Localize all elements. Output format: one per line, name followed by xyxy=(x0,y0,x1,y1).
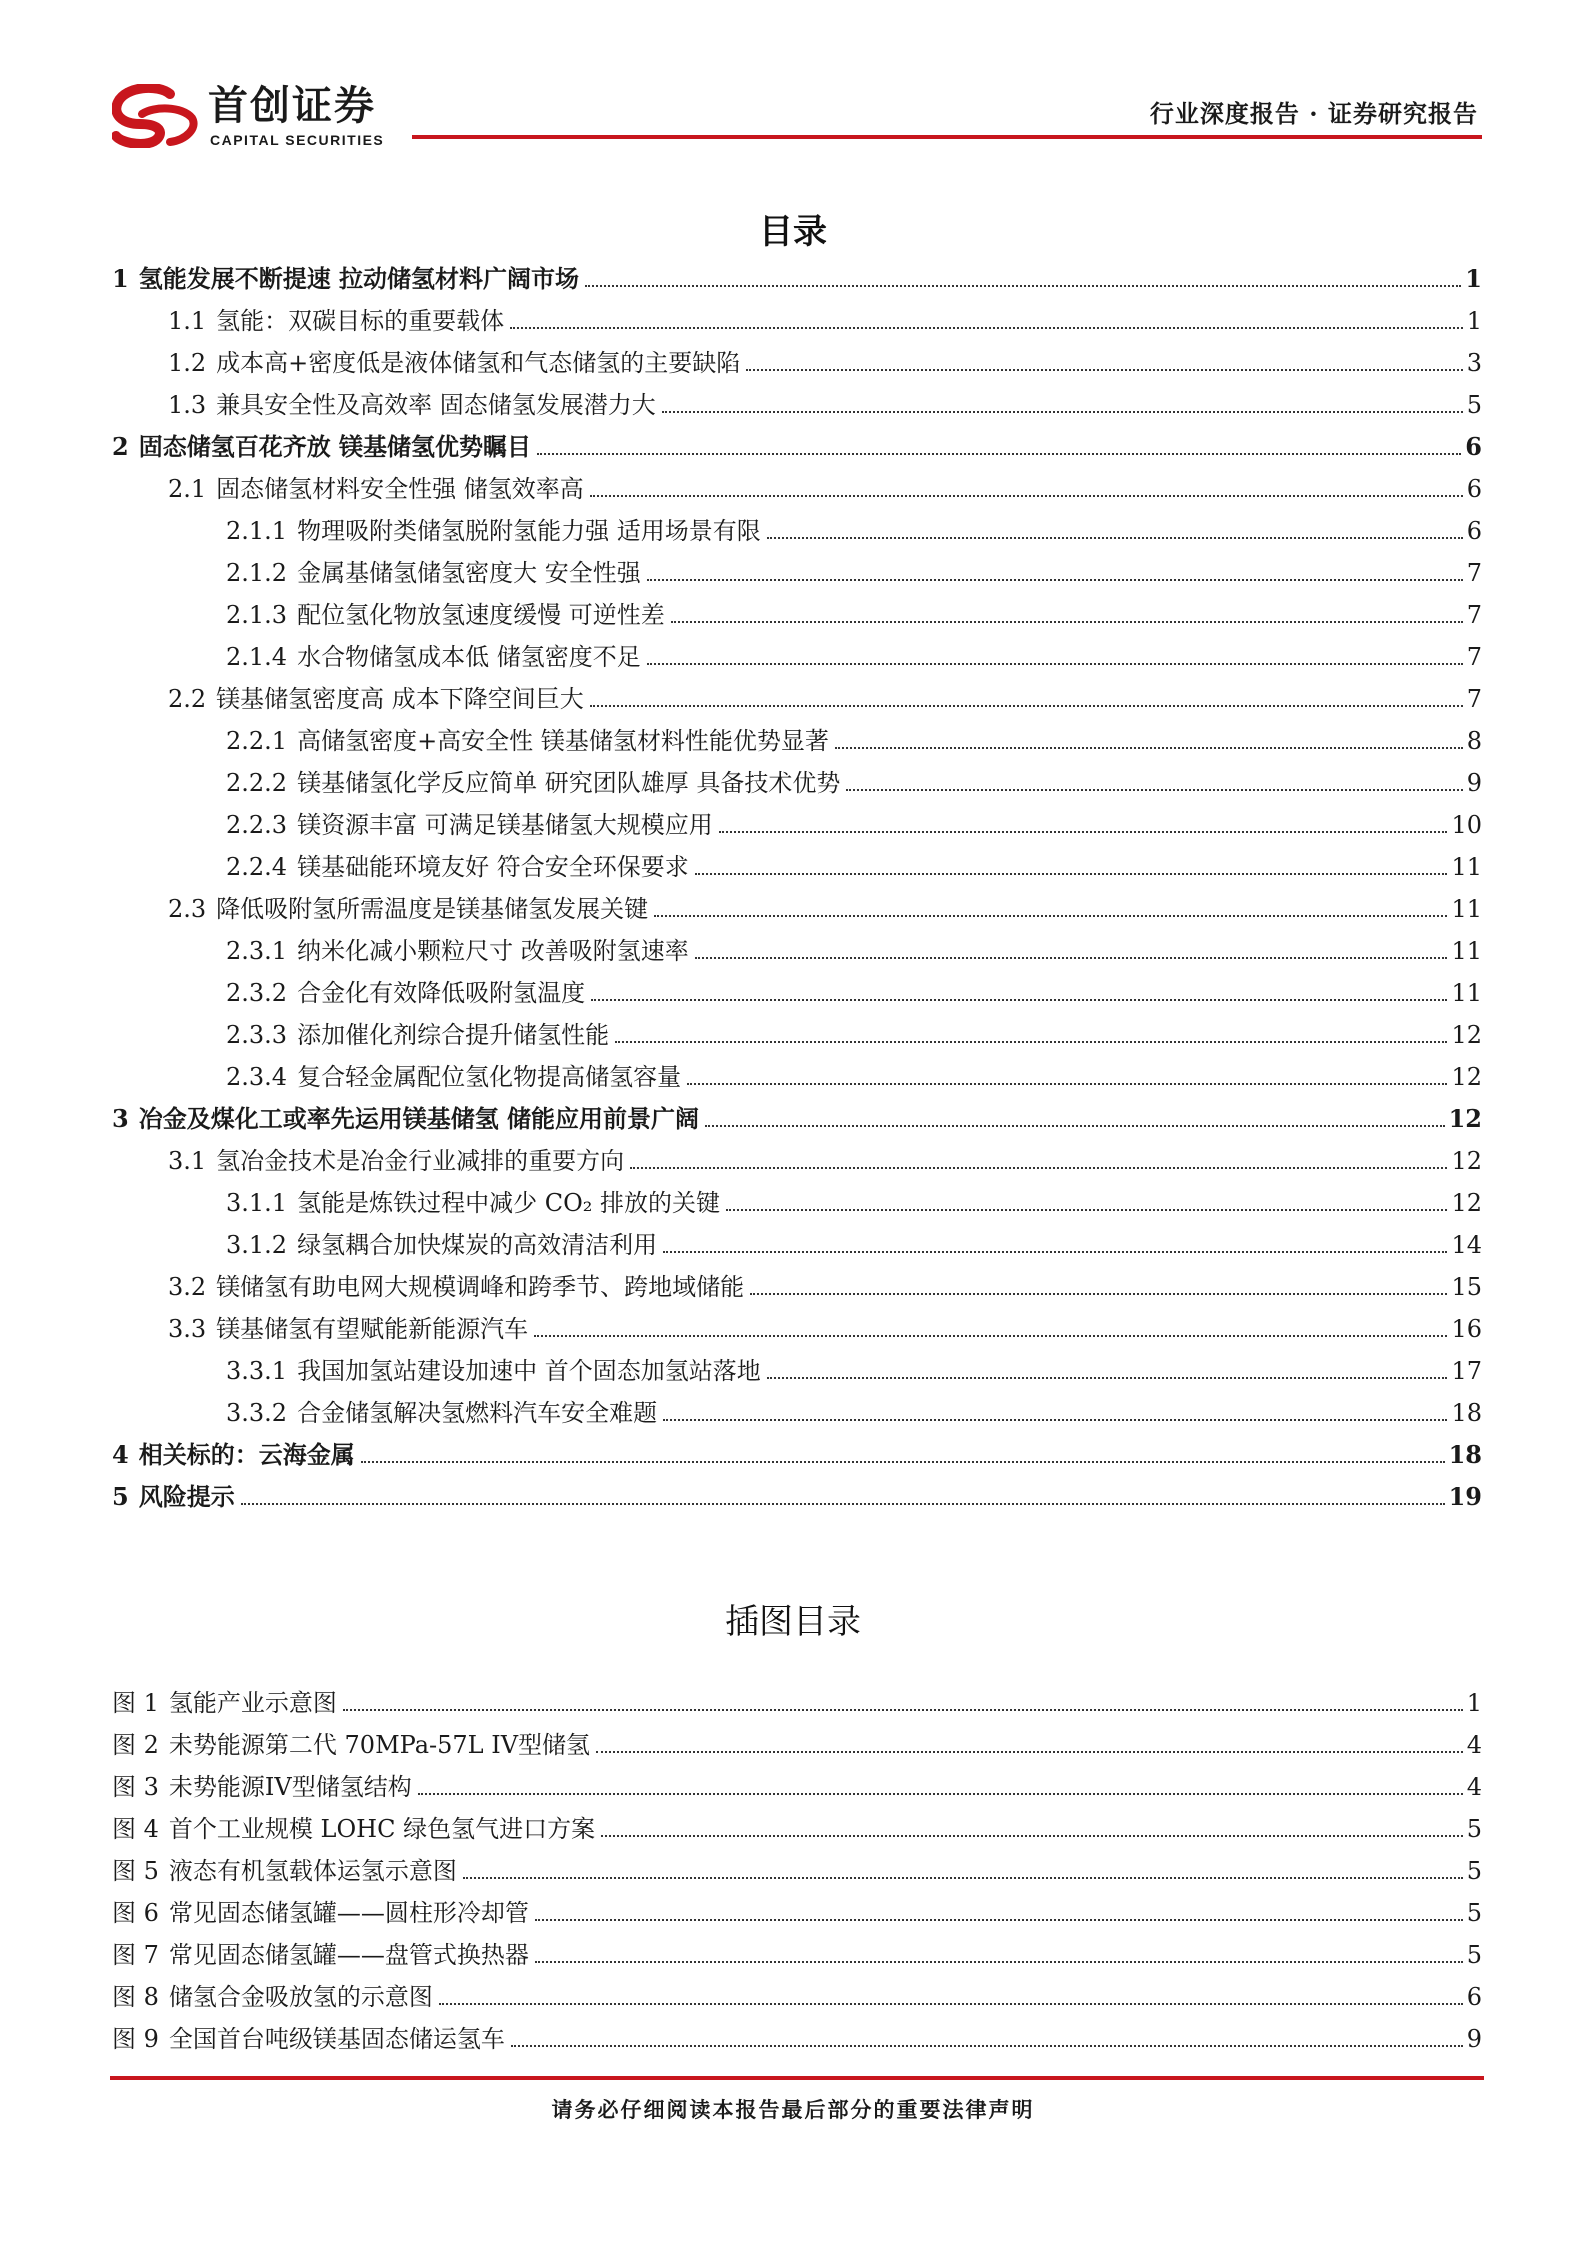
toc-entry-title xyxy=(226,810,715,840)
toc-entry-number: 2.1.4 xyxy=(226,643,288,671)
toc-entry-number: 1.3 xyxy=(168,391,207,419)
toc-entry-label: 金属基储氢储氢密度大 安全性强 xyxy=(297,559,641,587)
dot-leader xyxy=(601,1835,1463,1837)
toc-entry-page-number: 11 xyxy=(1451,937,1482,965)
dot-leader xyxy=(361,1461,1445,1463)
toc-entry-number: 3.3.2 xyxy=(226,1399,288,1427)
toc-entry-number: 2.3.4 xyxy=(226,1063,288,1091)
dot-leader xyxy=(687,1083,1447,1085)
footer-divider xyxy=(110,2076,1484,2080)
page-header xyxy=(112,80,1482,150)
toc-entry-label: 配位氢化物放氢速度缓慢 可逆性差 xyxy=(297,601,665,629)
toc-entry-label: 氢能发展不断提速 拉动储氢材料广阔市场 xyxy=(138,265,580,293)
toc-entry-page-number: 19 xyxy=(1448,1482,1482,1511)
toc-entry-number: 2.2 xyxy=(168,685,207,713)
figure-entry-page-number: 1 xyxy=(1466,1689,1482,1717)
dot-leader xyxy=(534,1335,1447,1337)
toc-entry-page-number: 12 xyxy=(1451,1189,1482,1217)
dot-leader xyxy=(591,999,1447,1001)
toc-entry-number: 3.3.1 xyxy=(226,1357,288,1385)
toc-entry-label: 降低吸附氢所需温度是镁基储氢发展关键 xyxy=(216,895,649,923)
figure-entry-page-number: 9 xyxy=(1466,2025,1482,2053)
toc-entry-number: 1.2 xyxy=(168,349,207,377)
dot-leader xyxy=(596,1751,1463,1753)
toc-entry-page-number: 7 xyxy=(1466,601,1482,629)
dot-leader xyxy=(439,2003,1463,2005)
toc-entry-label: 镁基储氢化学反应简单 研究团队雄厚 具备技术优势 xyxy=(297,769,841,797)
toc-entry-title xyxy=(226,726,831,756)
toc-entry-title xyxy=(168,348,742,378)
toc-entry-number: 2.3.2 xyxy=(226,979,288,1007)
dot-leader xyxy=(835,747,1463,749)
toc-entry[interactable] xyxy=(112,1092,1482,1134)
figure-entry[interactable] xyxy=(112,1928,1482,1970)
toc-entry-title xyxy=(226,558,643,588)
dot-leader xyxy=(590,495,1463,497)
toc-entry-label: 氢能：双碳目标的重要载体 xyxy=(216,307,505,335)
figure-entry-number: 图 6 xyxy=(112,1899,159,1927)
toc-entry-label: 高储氢密度+高安全性 镁基储氢材料性能优势显著 xyxy=(297,727,829,755)
toc-entry[interactable] xyxy=(112,504,1482,546)
toc-entry[interactable] xyxy=(112,1176,1482,1218)
toc-entry-page-number: 18 xyxy=(1448,1440,1482,1469)
dot-leader xyxy=(663,1251,1447,1253)
dot-leader xyxy=(719,831,1448,833)
toc-entry-title xyxy=(168,1314,530,1344)
toc-entry-page-number: 18 xyxy=(1451,1399,1482,1427)
toc-entry-number: 2.1.2 xyxy=(226,559,288,587)
toc-entry[interactable] xyxy=(112,882,1482,924)
figure-entry[interactable] xyxy=(112,1676,1482,1718)
dot-leader xyxy=(726,1209,1447,1211)
dot-leader xyxy=(535,1919,1463,1921)
toc-entry-page-number: 16 xyxy=(1451,1315,1482,1343)
toc-entry[interactable] xyxy=(112,1344,1482,1386)
dot-leader xyxy=(746,369,1462,371)
toc-entry-label: 固态储氢材料安全性强 储氢效率高 xyxy=(216,475,584,503)
toc-entry-title xyxy=(226,1398,659,1428)
figure-entry[interactable] xyxy=(112,1718,1482,1760)
toc-entry-title xyxy=(168,684,586,714)
toc-entry-page-number: 6 xyxy=(1465,432,1482,461)
toc-entry-page-number: 11 xyxy=(1451,979,1482,1007)
toc-entry[interactable] xyxy=(112,1008,1482,1050)
toc-entry-page-number: 12 xyxy=(1451,1147,1482,1175)
toc-entry[interactable] xyxy=(112,546,1482,588)
figure-entry[interactable] xyxy=(112,1760,1482,1802)
figure-entry-label: 未势能源第二代 70MPa-57L IV型储氢 xyxy=(168,1731,591,1759)
report-type: 行业深度报告 · 证券研究报告 xyxy=(1149,99,1478,128)
dot-leader xyxy=(511,2045,1463,2047)
toc-entry-number: 1 xyxy=(112,264,129,293)
toc-entry-label: 镁基础能环境友好 符合安全环保要求 xyxy=(297,853,689,881)
toc-list xyxy=(112,252,1482,1512)
dot-leader xyxy=(647,579,1463,581)
toc-entry-label: 镁储氢有助电网大规模调峰和跨季节、跨地域储能 xyxy=(216,1273,745,1301)
toc-entry-label: 兼具安全性及高效率 固态储氢发展潜力大 xyxy=(216,391,656,419)
figure-entry-number: 图 9 xyxy=(112,2025,159,2053)
toc-entry-label: 我国加氢站建设加速中 首个固态加氢站落地 xyxy=(297,1357,761,1385)
toc-entry[interactable] xyxy=(112,966,1482,1008)
toc-entry-page-number: 12 xyxy=(1451,1021,1482,1049)
toc-entry-title xyxy=(168,390,658,420)
toc-title: 目录 xyxy=(759,212,827,252)
toc-entry[interactable] xyxy=(112,1470,1482,1512)
figure-entry-title xyxy=(112,1982,435,2012)
toc-entry-label: 镁基储氢密度高 成本下降空间巨大 xyxy=(216,685,584,713)
toc-entry[interactable] xyxy=(112,420,1482,462)
toc-entry-page-number: 11 xyxy=(1451,853,1482,881)
toc-entry-page-number: 5 xyxy=(1466,391,1482,419)
figure-entry-page-number: 5 xyxy=(1466,1857,1482,1885)
toc-entry[interactable] xyxy=(112,462,1482,504)
figure-entry-page-number: 6 xyxy=(1466,1983,1482,2011)
brand-logo xyxy=(112,80,432,150)
toc-entry-title xyxy=(226,516,763,546)
toc-entry[interactable] xyxy=(112,630,1482,672)
toc-entry-title xyxy=(226,600,667,630)
toc-entry-page-number: 7 xyxy=(1466,685,1482,713)
toc-entry-label: 镁资源丰富 可满足镁基储氢大规模应用 xyxy=(297,811,713,839)
toc-entry-number: 2.1.1 xyxy=(226,517,288,545)
toc-entry-number: 2.1.3 xyxy=(226,601,288,629)
dot-leader xyxy=(695,957,1448,959)
toc-entry-title xyxy=(168,474,586,504)
toc-entry-number: 3 xyxy=(112,1104,129,1133)
toc-entry[interactable] xyxy=(112,672,1482,714)
toc-entry-number: 2.3.3 xyxy=(226,1021,288,1049)
toc-entry-number: 3.2 xyxy=(168,1273,207,1301)
dot-leader xyxy=(654,915,1447,917)
figure-entry[interactable] xyxy=(112,2012,1482,2054)
toc-entry-page-number: 6 xyxy=(1466,517,1482,545)
toc-entry-page-number: 12 xyxy=(1448,1104,1482,1133)
toc-entry[interactable] xyxy=(112,1302,1482,1344)
dot-leader xyxy=(705,1125,1445,1127)
toc-entry-title xyxy=(226,768,842,798)
figure-entry-label: 储氢合金吸放氢的示意图 xyxy=(168,1983,433,2011)
toc-entry-label: 添加催化剂综合提升储氢性能 xyxy=(297,1021,610,1049)
toc-entry[interactable] xyxy=(112,294,1482,336)
toc-entry-page-number: 7 xyxy=(1466,559,1482,587)
dot-leader xyxy=(590,705,1463,707)
toc-entry-number: 2 xyxy=(112,432,129,461)
toc-entry-label: 合金储氢解决氢燃料汽车安全难题 xyxy=(297,1399,658,1427)
toc-entry-page-number: 10 xyxy=(1451,811,1482,839)
figure-list-title: 插图目录 xyxy=(725,1602,861,1642)
figure-entry-title xyxy=(112,1772,414,1802)
figure-entry-number: 图 2 xyxy=(112,1731,159,1759)
dot-leader xyxy=(647,663,1463,665)
toc-entry-page-number: 11 xyxy=(1451,895,1482,923)
figure-entry-number: 图 5 xyxy=(112,1857,159,1885)
toc-entry-page-number: 6 xyxy=(1466,475,1482,503)
toc-entry-title xyxy=(112,1482,237,1512)
figure-entry-label: 液态有机氢载体运氢示意图 xyxy=(168,1857,457,1885)
dot-leader xyxy=(241,1503,1445,1505)
toc-entry-title xyxy=(168,894,650,924)
toc-entry[interactable] xyxy=(112,798,1482,840)
toc-entry-title xyxy=(226,978,587,1008)
figure-list xyxy=(112,1676,1482,2054)
toc-entry-page-number: 12 xyxy=(1451,1063,1482,1091)
toc-entry[interactable] xyxy=(112,1386,1482,1428)
toc-entry-label: 风险提示 xyxy=(138,1483,235,1511)
figure-entry-label: 首个工业规模 LOHC 绿色氢气进口方案 xyxy=(168,1815,596,1843)
dot-leader xyxy=(662,411,1463,413)
toc-entry-number: 3.1.2 xyxy=(226,1231,288,1259)
dot-leader xyxy=(343,1709,1463,1711)
toc-entry[interactable] xyxy=(112,840,1482,882)
figure-entry-number: 图 7 xyxy=(112,1941,159,1969)
toc-entry-number: 4 xyxy=(112,1440,129,1469)
toc-entry-number: 2.2.1 xyxy=(226,727,288,755)
toc-entry-number: 3.1.1 xyxy=(226,1189,288,1217)
toc-entry-number: 2.1 xyxy=(168,475,207,503)
dot-leader xyxy=(535,1961,1463,1963)
dot-leader xyxy=(695,873,1448,875)
figure-entry-page-number: 4 xyxy=(1466,1731,1482,1759)
figure-entry-page-number: 4 xyxy=(1466,1773,1482,1801)
figure-entry-title xyxy=(112,1814,597,1844)
toc-entry-title xyxy=(226,1356,763,1386)
toc-entry-page-number: 15 xyxy=(1451,1273,1482,1301)
figure-entry-page-number: 5 xyxy=(1466,1941,1482,1969)
dot-leader xyxy=(418,1793,1463,1795)
toc-entry-label: 固态储氢百花齐放 镁基储氢优势瞩目 xyxy=(138,433,532,461)
toc-entry[interactable] xyxy=(112,1218,1482,1260)
dot-leader xyxy=(663,1419,1447,1421)
toc-entry-number: 2.2.3 xyxy=(226,811,288,839)
dot-leader xyxy=(585,285,1461,287)
figure-entry-page-number: 5 xyxy=(1466,1899,1482,1927)
toc-entry-title xyxy=(226,936,691,966)
toc-entry-page-number: 3 xyxy=(1466,349,1482,377)
toc-entry-number: 3.1 xyxy=(168,1147,207,1175)
dot-leader xyxy=(463,1877,1463,1879)
toc-entry-title xyxy=(112,264,581,294)
toc-entry-page-number: 9 xyxy=(1466,769,1482,797)
figure-entry[interactable] xyxy=(112,1970,1482,2012)
toc-entry-title xyxy=(226,1020,611,1050)
toc-entry-label: 相关标的：云海金属 xyxy=(138,1441,355,1469)
dot-leader xyxy=(630,1167,1447,1169)
toc-entry-page-number: 7 xyxy=(1466,643,1482,671)
toc-entry-number: 5 xyxy=(112,1482,129,1511)
dot-leader xyxy=(767,1377,1448,1379)
toc-entry-title xyxy=(112,1104,701,1134)
toc-entry-title xyxy=(226,1188,722,1218)
figure-entry-label: 氢能产业示意图 xyxy=(168,1689,337,1717)
toc-entry[interactable] xyxy=(112,1134,1482,1176)
toc-entry-label: 复合轻金属配位氢化物提高储氢容量 xyxy=(297,1063,682,1091)
toc-entry[interactable] xyxy=(112,252,1482,294)
toc-entry-label: 氢冶金技术是冶金行业减排的重要方向 xyxy=(216,1147,625,1175)
toc-entry-number: 2.3.1 xyxy=(226,937,288,965)
capital-securities-logo-icon xyxy=(112,84,198,148)
figure-entry-number: 图 8 xyxy=(112,1983,159,2011)
toc-entry-title xyxy=(168,1146,626,1176)
figure-entry-title xyxy=(112,1856,459,1886)
toc-entry[interactable] xyxy=(112,378,1482,420)
figure-entry[interactable] xyxy=(112,1844,1482,1886)
toc-entry-title xyxy=(168,1272,746,1302)
figure-entry-number: 图 3 xyxy=(112,1773,159,1801)
toc-entry-page-number: 8 xyxy=(1466,727,1482,755)
toc-entry-title xyxy=(112,432,533,462)
toc-entry-number: 2.2.4 xyxy=(226,853,288,881)
toc-entry[interactable] xyxy=(112,588,1482,630)
figure-entry-label: 未势能源IV型储氢结构 xyxy=(168,1773,412,1801)
toc-entry-page-number: 1 xyxy=(1465,264,1482,293)
brand-name-cn: 首创证券 xyxy=(208,83,376,129)
legal-disclaimer: 请务必仔细阅读本报告最后部分的重要法律声明 xyxy=(551,2097,1035,2122)
toc-entry-label: 氢能是炼铁过程中减少 CO₂ 排放的关键 xyxy=(297,1189,720,1217)
toc-entry-label: 成本高+密度低是液体储氢和气态储氢的主要缺陷 xyxy=(216,349,741,377)
toc-entry-title xyxy=(226,642,643,672)
toc-entry[interactable] xyxy=(112,1260,1482,1302)
toc-entry-label: 纳米化减小颗粒尺寸 改善吸附氢速率 xyxy=(297,937,689,965)
toc-entry-page-number: 1 xyxy=(1466,307,1482,335)
figure-entry-title xyxy=(112,1688,339,1718)
figure-entry-title xyxy=(112,1730,592,1760)
dot-leader xyxy=(750,1293,1447,1295)
figure-entry[interactable] xyxy=(112,1886,1482,1928)
toc-entry-page-number: 17 xyxy=(1451,1357,1482,1385)
toc-entry-number: 2.2.2 xyxy=(226,769,288,797)
toc-entry-label: 冶金及煤化工或率先运用镁基储氢 储能应用前景广阔 xyxy=(138,1105,700,1133)
toc-entry-label: 镁基储氢有望赋能新能源汽车 xyxy=(216,1315,529,1343)
toc-entry-label: 绿氢耦合加快煤炭的高效清洁利用 xyxy=(297,1231,658,1259)
toc-entry[interactable] xyxy=(112,1050,1482,1092)
toc-entry-title xyxy=(226,1230,659,1260)
toc-entry[interactable] xyxy=(112,1428,1482,1470)
toc-entry[interactable] xyxy=(112,924,1482,966)
figure-entry-label: 全国首台吨级镁基固态储运氢车 xyxy=(168,2025,505,2053)
toc-entry-label: 水合物储氢成本低 储氢密度不足 xyxy=(297,643,641,671)
toc-entry-title xyxy=(112,1440,357,1470)
figure-entry-label: 常见固态储氢罐——圆柱形冷却管 xyxy=(168,1899,529,1927)
dot-leader xyxy=(510,327,1463,329)
figure-entry-title xyxy=(112,1898,531,1928)
figure-entry-number: 图 1 xyxy=(112,1689,159,1717)
toc-entry-number: 1.1 xyxy=(168,307,207,335)
toc-entry[interactable] xyxy=(112,336,1482,378)
toc-entry[interactable] xyxy=(112,714,1482,756)
toc-entry-label: 合金化有效降低吸附氢温度 xyxy=(297,979,586,1007)
toc-entry-title xyxy=(226,852,691,882)
dot-leader xyxy=(846,789,1462,791)
dot-leader xyxy=(537,453,1461,455)
toc-entry-title xyxy=(168,306,506,336)
toc-entry-title xyxy=(226,1062,683,1092)
toc-entry-number: 2.3 xyxy=(168,895,207,923)
figure-entry-number: 图 4 xyxy=(112,1815,159,1843)
dot-leader xyxy=(671,621,1463,623)
dot-leader xyxy=(767,537,1463,539)
figure-entry[interactable] xyxy=(112,1802,1482,1844)
toc-entry-number: 3.3 xyxy=(168,1315,207,1343)
figure-entry-title xyxy=(112,1940,531,1970)
brand-name-en: CAPITAL SECURITIES xyxy=(210,132,385,148)
dot-leader xyxy=(615,1041,1447,1043)
toc-entry-label: 物理吸附类储氢脱附氢能力强 适用场景有限 xyxy=(297,517,761,545)
toc-entry[interactable] xyxy=(112,756,1482,798)
figure-entry-page-number: 5 xyxy=(1466,1815,1482,1843)
toc-entry-page-number: 14 xyxy=(1451,1231,1482,1259)
header-divider xyxy=(412,135,1482,139)
figure-entry-title xyxy=(112,2024,507,2054)
figure-entry-label: 常见固态储氢罐——盘管式换热器 xyxy=(168,1941,529,1969)
